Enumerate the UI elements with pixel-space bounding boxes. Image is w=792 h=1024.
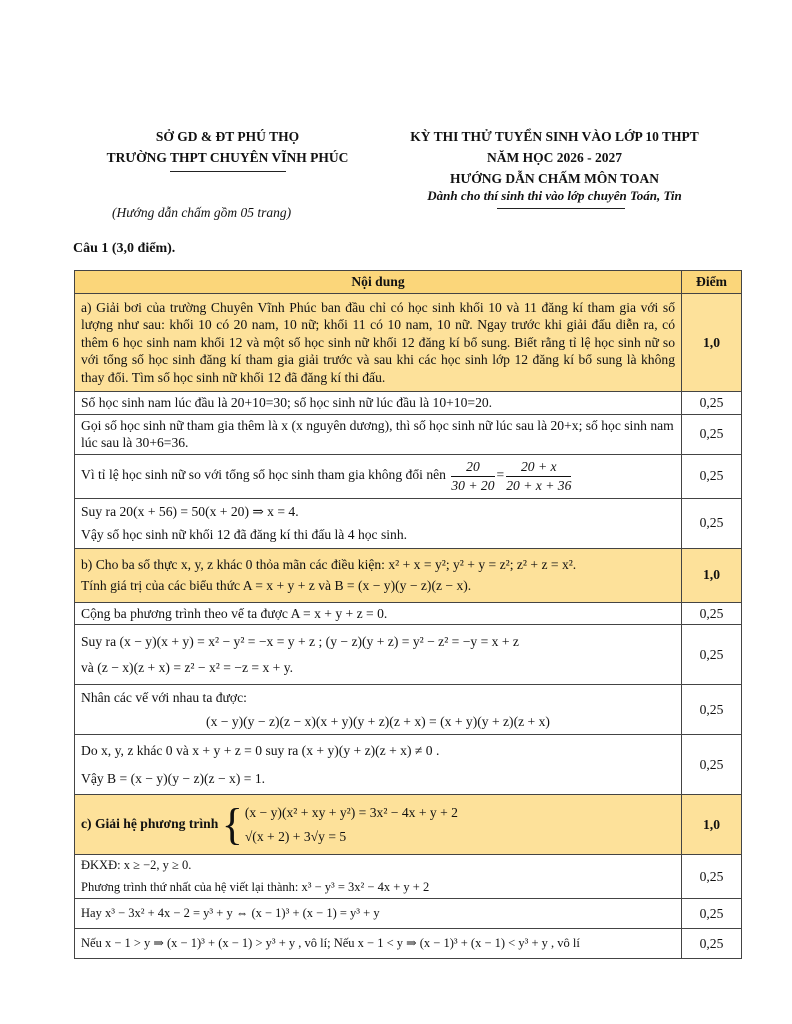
- row-points: 0,25: [682, 929, 742, 959]
- part-c-statement: [75, 795, 682, 855]
- row-content: [75, 498, 682, 548]
- equation-line: Suy ra 20(x + 56) = 50(x + 20) ⇒ x = 4.: [81, 504, 299, 519]
- row-points: 0,25: [682, 454, 742, 498]
- ratio-sentence: Vì tỉ lệ học sinh nữ so với tổng số học sinh tham gia không đổi nên: [81, 467, 446, 483]
- points-column-header: Điểm: [682, 271, 742, 294]
- table-row: [75, 414, 742, 454]
- exam-name: KỲ THI THỬ TUYỂN SINH VÀO LỚP 10 THPT: [410, 129, 699, 144]
- row-points: 0,25: [682, 392, 742, 415]
- department-name: SỞ GD & ĐT PHÚ THỌ: [155, 129, 300, 144]
- row-points: 0,25: [682, 899, 742, 929]
- row-points: 0,25: [682, 414, 742, 454]
- condition-line: ĐKXĐ: x ≥ −2, y ≥ 0.: [81, 858, 192, 872]
- school-name: TRƯỜNG THPT CHUYÊN VĨNH PHÚC: [106, 150, 349, 165]
- left-underline: [170, 171, 286, 172]
- guide-title: HƯỚNG DẪN CHẤM MÔN TOAN: [450, 171, 659, 186]
- table-row: [75, 392, 742, 415]
- table-row: [75, 548, 742, 602]
- row-content: Số học sinh nam lúc đầu là 20+10=30; số học sinh nữ lúc đầu là 10+10=20.: [75, 392, 682, 415]
- row-points: 0,25: [682, 602, 742, 625]
- row-content: Nếu x − 1 > y ⇒ (x − 1)³ + (x − 1) > y³ + y , vô lí; Nếu x − 1 < y ⇒ (x − 1)³ + (x − 1) < y³ + y , vô lí: [75, 929, 682, 959]
- table-row: [75, 685, 742, 735]
- conclusion-line: Vậy B = (x − y)(y − z)(z − x) = 1.: [81, 770, 266, 786]
- equation-line: Do x, y, z khác 0 và x + y + z = 0 suy ra (x + y)(y + z)(z + x) ≠ 0 .: [81, 743, 440, 758]
- row-content: Cộng ba phương trình theo vế ta được A = x + y + z = 0.: [75, 602, 682, 625]
- right-underline: [497, 208, 625, 209]
- equation-system: [222, 801, 458, 849]
- row-points: 0,25: [682, 735, 742, 795]
- content-column-header: Nội dung: [75, 271, 682, 294]
- row-points: 0,25: [682, 625, 742, 685]
- equation-line: và (z − x)(z + x) = z² − x² = −z = x + y.: [81, 659, 294, 675]
- row-points: 0,25: [682, 685, 742, 735]
- system-equation-1: (x − y)(x² + xy + y²) = 3x² − 4x + y + 2: [244, 804, 458, 820]
- fraction-numerator: 20 + x: [506, 458, 571, 477]
- part-b-statement: [75, 548, 682, 602]
- table-row: [75, 294, 742, 392]
- school-year: NĂM HỌC 2026 - 2027: [487, 150, 622, 165]
- text-line: Nhân các vế với nhau ta được:: [81, 690, 247, 705]
- table-header-row: [75, 271, 742, 294]
- question-title: Câu 1 (3,0 điểm).: [73, 241, 176, 256]
- grading-table: [74, 270, 742, 959]
- row-content: Hay x³ − 3x² + 4x − 2 = y³ + y ⇔ (x − 1)³ + (x − 1) = y³ + y: [75, 899, 682, 929]
- fraction-after: [506, 458, 571, 494]
- school-header: [80, 126, 375, 168]
- table-row: [75, 929, 742, 959]
- statement-line: Tính giá trị của các biểu thức A = x + y + z và B = (x − y)(y − z)(z − x).: [81, 578, 472, 593]
- row-content: Gọi số học sinh nữ tham gia thêm là x (x nguyên dương), thì số học sinh nữ lúc sau là 20+x; số học sinh nam lúc sau là 30+6=36.: [75, 414, 682, 454]
- fraction-numerator: 20: [451, 458, 494, 477]
- conclusion-line: Vậy số học sinh nữ khối 12 đã đăng kí thi đấu là 4 học sinh.: [81, 526, 408, 542]
- row-points: 1,0: [682, 795, 742, 855]
- statement-line: b) Cho ba số thực x, y, z khác 0 thỏa mãn các điều kiện: x² + x = y²; y² + y = z²; z² + z = x².: [81, 556, 577, 572]
- table-row: [75, 498, 742, 548]
- equation-line: Suy ra (x − y)(x + y) = x² − y² = −x = y + z ; (y − z)(y + z) = y² − z² = −y = x + z: [81, 634, 519, 649]
- table-row: [75, 899, 742, 929]
- row-points: 0,25: [682, 855, 742, 899]
- row-content: [75, 735, 682, 795]
- part-a-statement: a) Giải bơi của trường Chuyên Vĩnh Phúc ban đầu chỉ có học sinh khối 10 và 11 đăng kí tham gia với số lượng như sau: khối 10 có 20 nam, 10 nữ; khối 11 có 10 nam, 10 nữ. Ngay trước khi giải đấu diễn ra, có thêm 6 học sinh nam khối 12 và một số học sinh nữ khối 12 đăng kí bổ sung. Biết rằng tỉ lệ học sinh nữ so với tổng số học sinh đăng kí tham gia giải trước và sau khi các học sinh lớp 12 đăng kí bổ sung là không thay đổi. Tìm số học sinh nữ khối 12 đã đăng kí thi đấu.: [75, 294, 682, 392]
- statement-text: c) Giải hệ phương trình: [81, 815, 219, 831]
- table-row: [75, 625, 742, 685]
- brace-icon: {: [221, 799, 243, 849]
- row-points: 0,25: [682, 498, 742, 548]
- fraction-denominator: 30 + 20: [451, 477, 495, 493]
- equation-line: (x − y)(y − z)(z − x)(x + y)(y + z)(z + x) = (x + y)(y + z)(z + x): [206, 713, 550, 729]
- row-points: 1,0: [682, 294, 742, 392]
- target-students: Dành cho thí sinh thi vào lớp chuyên Toán, Tin: [427, 188, 682, 203]
- fraction-before: [451, 458, 494, 494]
- row-content: [75, 625, 682, 685]
- pages-note: (Hướng dẫn chấm gồm 05 trang): [112, 205, 292, 220]
- row-points: 1,0: [682, 548, 742, 602]
- equation-line: Phương trình thứ nhất của hệ viết lại thành: x³ − y³ = 3x² − 4x + y + 2: [81, 879, 430, 894]
- row-content: [75, 685, 682, 735]
- system-equation-2: √(x + 2) + 3√y = 5: [244, 828, 347, 844]
- table-row: [75, 454, 742, 498]
- exam-header: [382, 126, 727, 203]
- row-content: [75, 855, 682, 899]
- table-row: [75, 602, 742, 625]
- table-row: [75, 795, 742, 855]
- row-content: Vì tỉ lệ học sinh nữ so với tổng số học sinh tham gia không đổi nên $\frac{20}{30 + 20}$ = $\frac{20 + x}{20 + x + 36}$: [75, 454, 682, 498]
- table-row: [75, 735, 742, 795]
- table-row: [75, 855, 742, 899]
- fraction-denominator: 20 + x + 36: [506, 477, 572, 493]
